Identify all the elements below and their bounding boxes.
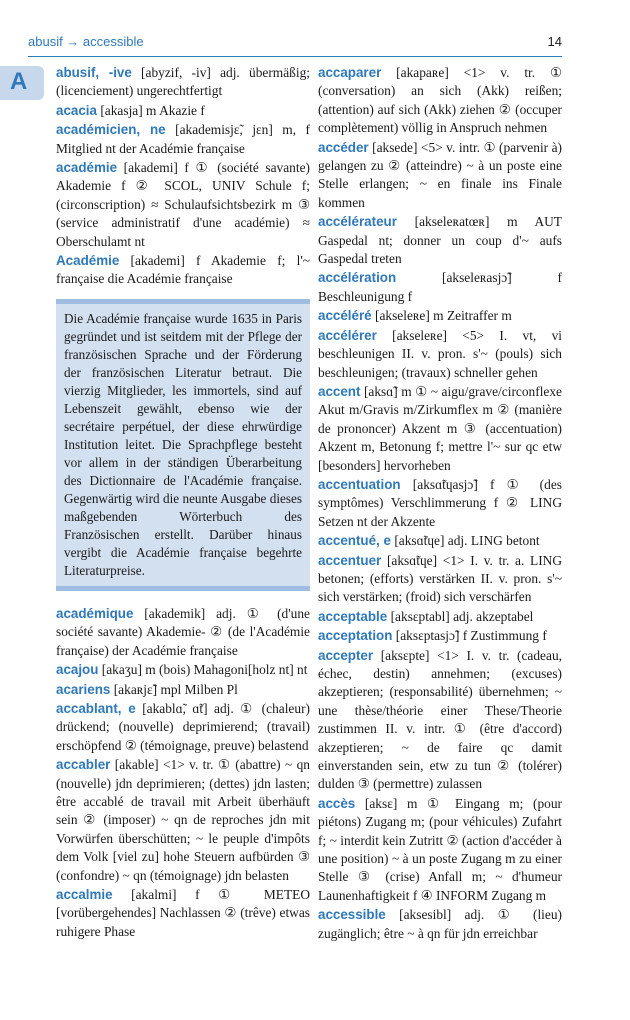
running-header [28,34,562,56]
dictionary-entry [318,64,562,138]
entry-definition: [aksɛptabl] adj. akzeptabel [390,608,534,624]
entry-headword: accéléré [318,308,372,324]
entry-headword: acceptable [318,608,388,624]
dictionary-entry [318,608,562,626]
entry-definition: [abyzif, -iv] adj. übermäßig; (licenciement) ungerechtfertigt [56,65,310,99]
left-entries-top [56,64,310,289]
entry-headword: accentué, e [318,533,391,549]
entry-definition: [akasja] m Akazie f [100,102,205,118]
dictionary-entry [56,252,310,289]
entry-headword: accaparer [318,65,382,80]
entry-headword: académicien, ne [56,122,166,138]
left-column [56,64,310,942]
entry-definition: [aksede] <5> v. intr. ① (parvenir à) gelangen zu ② (atteindre) ~ à un poste eine Stelle erlangen; ~ en finale ins Finale kommen [318,139,562,210]
entry-definition: [akademik] adj. ① (d'une société savante) Akademie- ② (de l'Académie française) der Académie française [56,605,310,658]
right-entries [318,64,562,943]
entry-headword: acceptation [318,628,393,644]
header-rule [28,56,562,57]
entry-headword: accepter [318,647,374,663]
entry-definition: [akablɑ̃, ɑ̃t] adj. ① (chaleur) drückend; (nouvelle) deprimierend; (travail) erschöpfend ② (témoignage, preuve) belastend [56,700,310,753]
entry-definition: [akalmi] f ① METEO [vorübergehendes] Nachlassen ② (trêve) etwas ruhigere Phase [56,886,310,939]
dictionary-entry [318,476,562,531]
entry-headword: accablant, e [56,700,136,716]
dictionary-entry [56,661,310,679]
dictionary-entry [56,886,310,941]
left-entries-bottom [56,605,310,941]
entry-headword: acariens [56,681,111,697]
entry-definition: [akable] <1> v. tr. ① (abattre) ~ qn (nouvelle) jdn deprimieren; (dettes) jdn lasten; être accablé de travail mit Arbeit überhäuft sein ② (imposer) ~ qn de reproches jdn mit Vorwürfen überschütten; ~ le peuple d'impôts dem Volk [viel zu] hohe Steuern aufbürden ③ (confondre) ~ qn (témoignage) jdn belasten [56,757,310,883]
dictionary-entry [318,627,562,645]
dictionary-entry [318,307,562,325]
dictionary-entry [318,795,562,905]
dictionary-entry [318,213,562,268]
info-box-text: Die Académie française wurde 1635 in Paris gegründet und ist seitdem mit der Pflege der französischen Sprache und der Förderung der französischen Literatur betraut. Die vierzig Mitglieder, les immortels, sind auf Lebenszeit gewählt, ebenso wie der secrétaire perpétuel, der diese ehrwürdige Institution leitet. Die Sprachpflege besteht vor allem in der ständigen Überarbeitung des Dictionnaire de l'Académie française. Gegenwärtig wird die neunte Ausgabe dieses maßgebenden Wörterbuch des Französischen erstellt. Darüber hinaus vergibt die Académie française begehrte Literaturpreise. [64,310,302,578]
entry-definition: [aksɛptasjɔ̃] f Zustimmung f [395,628,547,644]
dictionary-entry [56,756,310,885]
entry-definition: [akaʒu] m (bois) Mahagoni[holz nt] nt [101,662,308,678]
dictionary-entry [318,327,562,382]
entry-definition: [aksesibl] adj. ① (lieu) zugänglich; être ~ à qn für jdn erreichbar [318,907,563,941]
dictionary-entry [56,159,310,251]
entry-definition: [aksɑ̃tɥe] <1> I. v. tr. a. LING betonen; (efforts) verstärken II. v. pron. s'~ sich verstärken; (froid) sich verschärfen [318,552,562,605]
dictionary-entry [318,139,562,213]
entry-definition: [akademi] f ① (société savante) Akademie f ② SCOL, UNIV Schule f; (circonscription) ≈ Schulaufsichtsbezirk m ③ (service administratif d'une académie) ≈ Oberschulamt nt [56,160,310,249]
dictionary-entry [56,605,310,660]
entry-headword: accélérateur [318,214,397,230]
entry-headword: accélérer [318,327,377,343]
entry-definition: [akseleʀatœʀ] m AUT Gaspedal nt; donner un coup d'~ aufs Gaspedal treten [318,214,562,267]
entry-definition: [akademisjɛ̃, jɛn] m, f Mitglied nt der Académie française [56,122,311,156]
dictionary-entry [318,269,562,306]
entry-definition: [akseleʀasjɔ̃] f Beschleunigung f [318,270,562,304]
page-number: 14 [547,34,562,49]
entry-headword: accent [318,383,361,399]
guide-words: abusif → accessible [28,34,144,49]
entry-headword: acacia [56,102,97,118]
entry-headword: accalmie [56,886,113,902]
right-column [318,64,562,944]
entry-definition: [akapaʀe] <1> v. tr. ① (conversation) an sich (Akk) reißen; (attention) auf sich (Akk) ziehen ② (occuper complètement) völlig in Anspruch nehmen [318,65,562,136]
dictionary-entry [318,383,562,475]
entry-definition: [akseleʀe] <5> I. vt, vi beschleunigen II. v. pron. s'~ (pouls) sich beschleunigen; (travaux) schneller gehen [318,327,562,380]
entry-headword: abusif, -ive [56,65,132,80]
entry-definition: [aksɛ] m ① Eingang m; (pour piétons) Zugang m; (pour véhicules) Zufahrt f; ~ interdit kein Zutritt ② (action d'accéder à une position) ~ à un poste Zugang m zu einer Stelle ③ (crise) Anfall m; ~ d'humeur Launenhaftigkeit f ④ INFORM Zugang m [318,795,562,903]
letter-tab [0,66,44,100]
entry-headword: accentuer [318,552,382,568]
dictionary-entry [318,532,562,550]
entry-definition: [aksɑ̃tɥasjɔ̃] f ① (des symptômes) Verschlimmerung f ② LING Setzen nt der Akzente [318,476,562,529]
entry-definition: [akseleʀe] m Zeitraffer m [374,308,512,324]
dictionary-entry [56,681,310,699]
letter-tab-label: A [10,68,28,95]
entry-headword: acajou [56,662,99,678]
entry-headword: accès [318,795,356,811]
entry-headword: accélération [318,270,397,286]
dictionary-entry [318,647,562,794]
entry-headword: Académie [56,253,120,269]
dictionary-entry [56,700,310,755]
entry-definition: [aksɑ̃tɥe] adj. LING betont [394,533,540,549]
entry-definition: [aksɑ̃] m ① ~ aigu/grave/circonflexe Akut m/Gravis m/Zirkumflex m ② (manière de prononcer) Akzent m ③ (accentuation) Akzent m, Betonung f; mettre l'~ sur qc etw [besonders] hervorheben [318,383,562,473]
dictionary-entry [56,102,310,120]
dictionary-entry [56,121,310,158]
entry-headword: accéder [318,139,369,155]
entry-headword: académique [56,605,134,621]
entry-headword: accentuation [318,476,401,492]
entry-definition: [aksɛpte] <1> I. v. tr. (cadeau, échec, destin) annehmen; (excuses) akzeptieren; (responsabilité) übernehmen; ~ une thèse/théorie einer These/Theorie zustimmen II. v. intr. ① (être d'accord) akzeptieren; ~ de faire qc damit einverstanden sein, etw zu tun ② (tolérer) dulden ③ (permettre) zulassen [318,647,562,792]
entry-headword: accessible [318,907,386,923]
entry-definition: [akaʀjɛ̃] mpl Milben Pl [113,681,238,697]
entry-definition: [akademi] f Akademie f; l'~ française die Académie française [56,253,310,287]
dictionary-entry [318,552,562,607]
dictionary-entry [56,64,310,101]
entry-headword: académie [56,160,118,176]
dictionary-entry [318,906,562,943]
entry-headword: accabler [56,757,111,773]
info-box-academie-francaise [56,299,310,591]
